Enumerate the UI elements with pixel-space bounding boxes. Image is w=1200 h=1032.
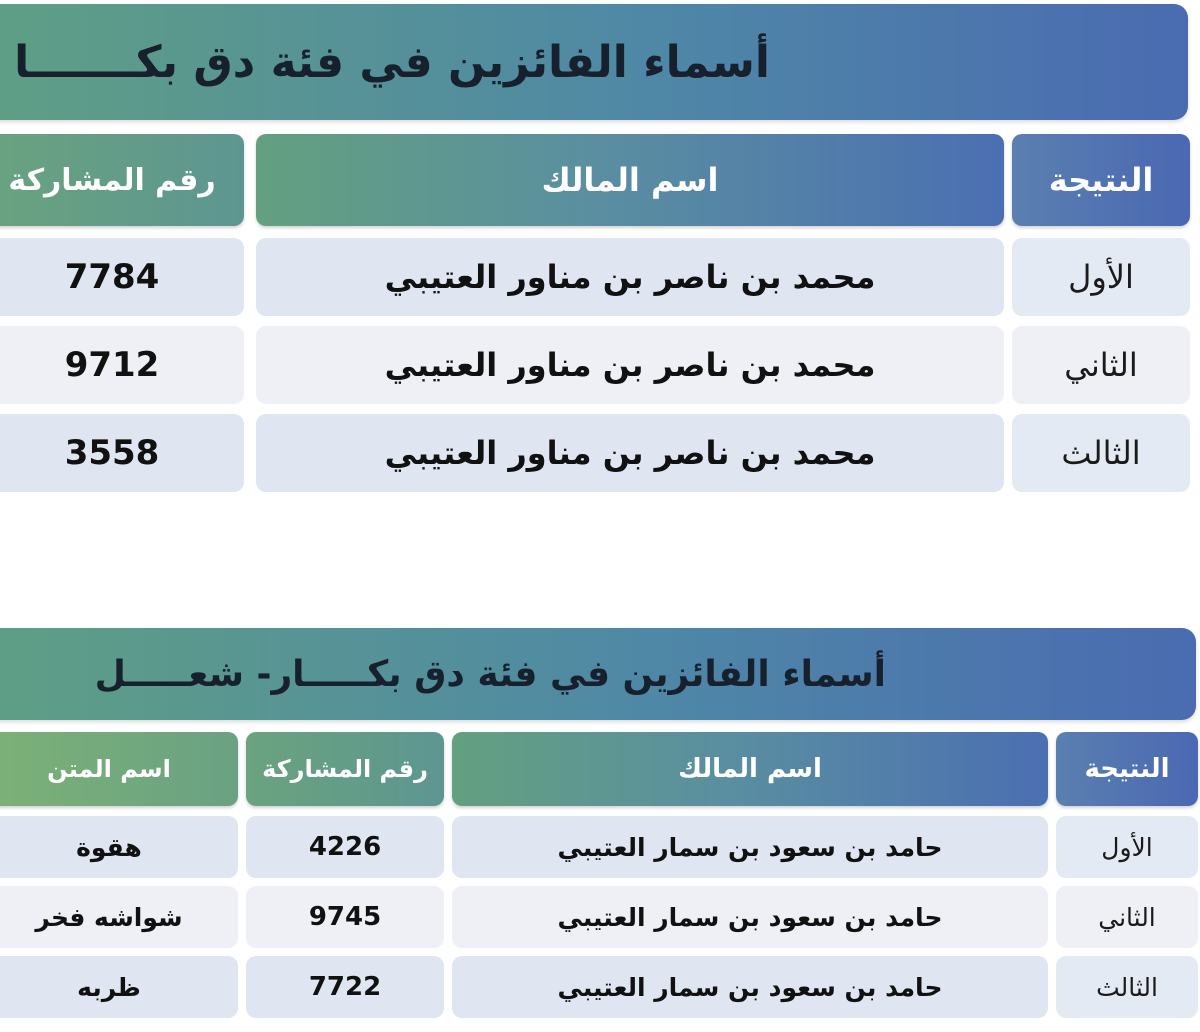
table2-header-owner: اسم المالك [452, 732, 1048, 806]
table1-header-owner: اسم المالك [256, 134, 1004, 226]
table1-row3-rank: الثالث [1012, 414, 1190, 492]
table2-row2-owner: حامد بن سعود بن سمار العتيبي [452, 886, 1048, 948]
table1-row1-rank: الأول [1012, 238, 1190, 316]
table2-title: أسماء الفائزين في فئة دق بكـــــار- شعـــــل [94, 653, 886, 695]
table1-row3-number: 3558 [0, 414, 244, 492]
table2-row3-number: 7722 [246, 956, 444, 1018]
table1-row1-number: 7784 [0, 238, 244, 316]
table2-row1-owner: حامد بن سعود بن سمار العتيبي [452, 816, 1048, 878]
table1-row2-number: 9712 [0, 326, 244, 404]
table2-row2-name: شواشه فخر [0, 886, 238, 948]
table2-header-rank: النتيجة [1056, 732, 1198, 806]
table1-row2-owner: محمد بن ناصر بن مناور العتيبي [256, 326, 1004, 404]
table2-row3-name: ظربه [0, 956, 238, 1018]
table1-header-number: رقم المشاركة [0, 134, 244, 226]
table2-row1-number: 4226 [246, 816, 444, 878]
table1-row3-owner: محمد بن ناصر بن مناور العتيبي [256, 414, 1004, 492]
table1-title-banner [0, 4, 1188, 120]
table2-row2-rank: الثاني [1056, 886, 1198, 948]
table2-row1-rank: الأول [1056, 816, 1198, 878]
table2-header-name: اسم المتن [0, 732, 238, 806]
table2-row2-number: 9745 [246, 886, 444, 948]
table2-row3-owner: حامد بن سعود بن سمار العتيبي [452, 956, 1048, 1018]
table2-header-number: رقم المشاركة [246, 732, 444, 806]
table2-title-banner [0, 628, 1196, 720]
table1-row2-rank: الثاني [1012, 326, 1190, 404]
table1-title: أسماء الفائزين في فئة دق بكـــــــا [14, 36, 770, 88]
table1-header-rank: النتيجة [1012, 134, 1190, 226]
table2-row3-rank: الثالث [1056, 956, 1198, 1018]
table2-row1-name: هقوة [0, 816, 238, 878]
table1-row1-owner: محمد بن ناصر بن مناور العتيبي [256, 238, 1004, 316]
